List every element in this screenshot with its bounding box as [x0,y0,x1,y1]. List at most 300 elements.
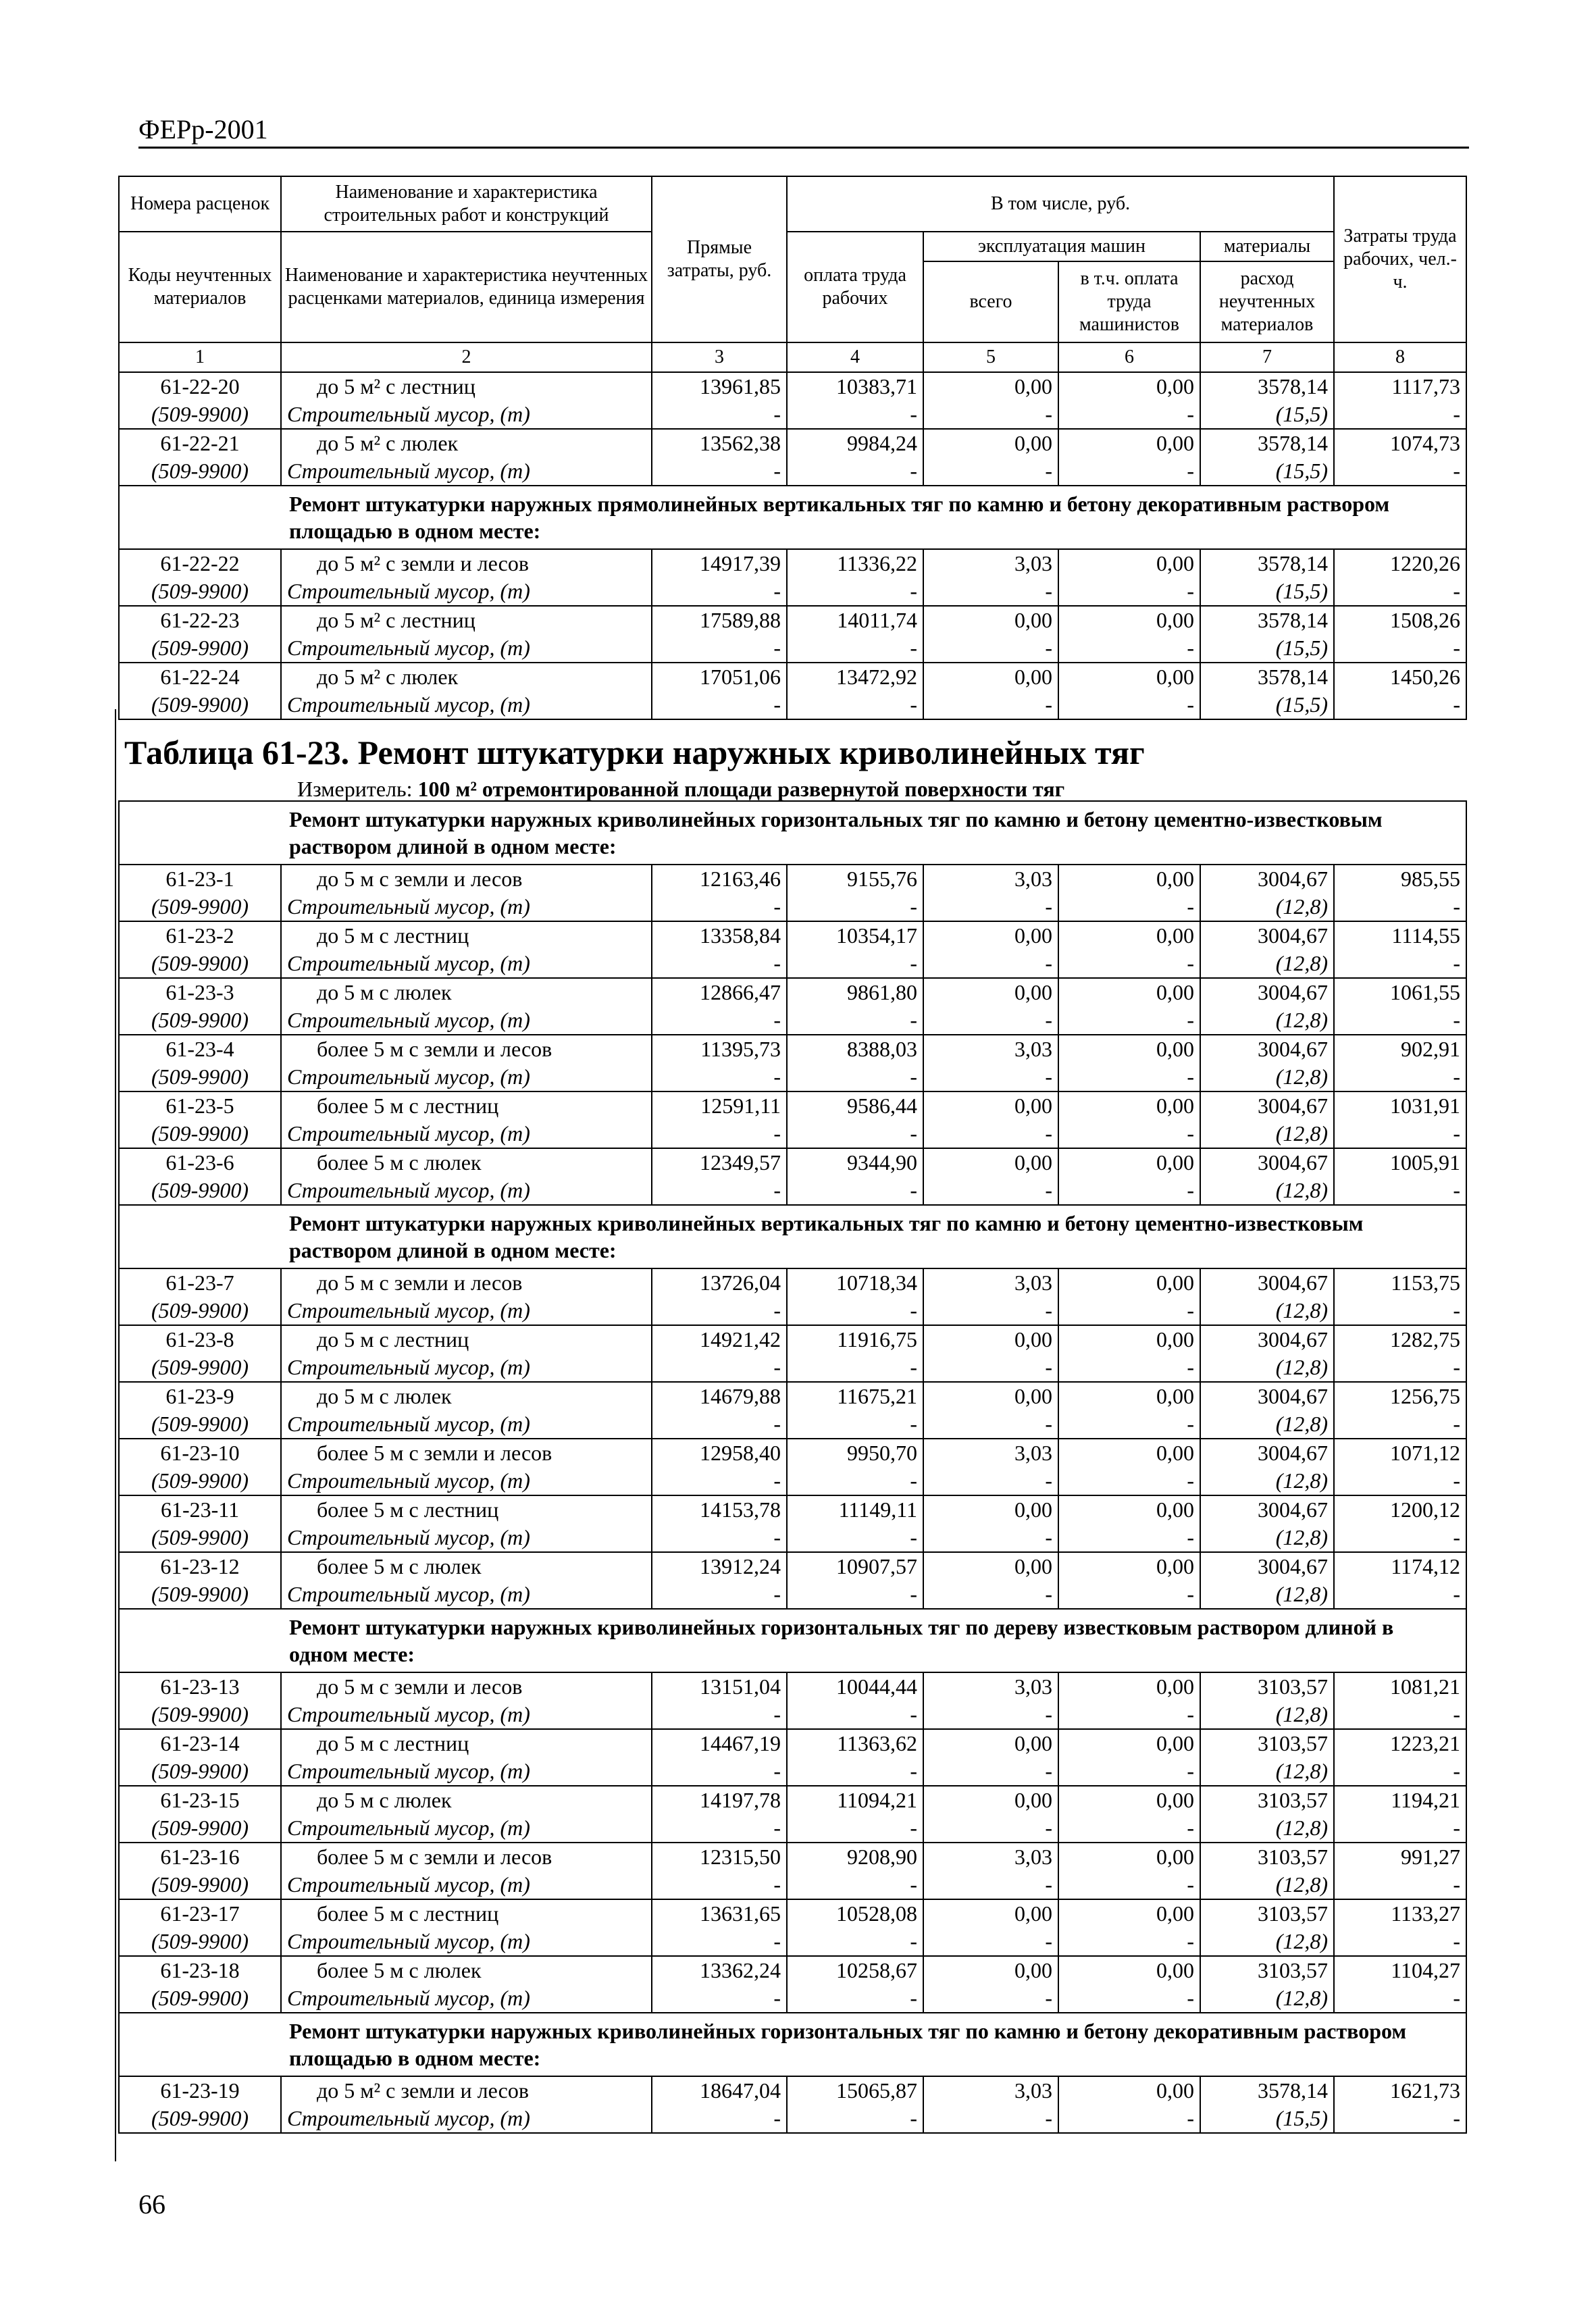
dash: - [1334,634,1466,663]
labor-hours: 1061,55 [1334,978,1466,1006]
drivers-cost: 0,00 [1058,1325,1200,1354]
labor-hours: 1256,75 [1334,1382,1466,1410]
material-name: Строительный мусор, (т) [281,401,652,429]
table-row [119,1786,1466,1814]
machines-cost: 0,00 [923,1325,1058,1354]
dash: - [1058,2105,1200,2133]
head-hours: Затраты труда рабочих, чел.-ч. [1334,176,1466,342]
material-quantity: (12,8) [1200,1120,1334,1148]
rate-code: 61-23-15 [119,1786,281,1814]
machines-cost: 0,00 [923,978,1058,1006]
dash: - [1058,1120,1200,1148]
direct-cost: 11395,73 [652,1035,787,1063]
materials-cost: 3103,57 [1200,1843,1334,1871]
dash: - [652,634,787,663]
dash: - [1058,1524,1200,1552]
materials-cost: 3004,67 [1200,1552,1334,1580]
material-row [119,691,1466,719]
dash: - [652,401,787,429]
dash: - [1334,1467,1466,1495]
machines-cost: 0,00 [923,1899,1058,1928]
material-quantity: (15,5) [1200,691,1334,719]
rate-code: 61-23-13 [119,1672,281,1701]
labor-cost: 10044,44 [787,1672,923,1701]
dash: - [652,1297,787,1325]
labor-cost: 14011,74 [787,606,923,634]
dash: - [1334,950,1466,978]
material-row [119,1814,1466,1843]
materials-cost: 3004,67 [1200,1035,1334,1063]
material-code: (509-9900) [119,1524,281,1552]
dash: - [923,1580,1058,1609]
rate-code: 61-22-21 [119,429,281,457]
drivers-cost: 0,00 [1058,372,1200,401]
labor-hours: 1005,91 [1334,1148,1466,1177]
dash: - [923,1701,1058,1729]
material-quantity: (12,8) [1200,1701,1334,1729]
table-meter [297,777,1064,802]
labor-hours: 1074,73 [1334,429,1466,457]
labor-cost: 11094,21 [787,1786,923,1814]
direct-cost: 14467,19 [652,1729,787,1757]
direct-cost: 12591,11 [652,1091,787,1120]
rate-code: 61-23-16 [119,1843,281,1871]
dash: - [1334,1701,1466,1729]
dash: - [652,2105,787,2133]
dash: - [923,401,1058,429]
section-title: Ремонт штукатурки наружных прямолинейных вертикальных тяг по камню и бетону декоративным раствором площадью в одном месте: [281,486,1466,549]
rate-code: 61-23-5 [119,1091,281,1120]
section-row [119,1205,1466,1268]
material-code: (509-9900) [119,1701,281,1729]
rate-name: до 5 м с лестниц [281,1729,652,1757]
direct-cost: 13358,84 [652,921,787,950]
dash: - [652,691,787,719]
labor-hours: 991,27 [1334,1843,1466,1871]
material-row [119,1006,1466,1035]
direct-cost: 13912,24 [652,1552,787,1580]
dash: - [787,1354,923,1382]
materials-cost: 3103,57 [1200,1729,1334,1757]
dash: - [923,1467,1058,1495]
section-title: Ремонт штукатурки наружных криволинейных горизонтальных тяг по дереву известковым раствором длиной в одном месте: [281,1609,1466,1672]
head-machines-total: всего [923,261,1058,342]
dash: - [923,1120,1058,1148]
rate-code: 61-23-11 [119,1495,281,1524]
material-code: (509-9900) [119,1467,281,1495]
dash: - [923,2105,1058,2133]
material-code: (509-9900) [119,457,281,486]
head-name-top: Наименование и характеристика строительных работ и конструкций [281,176,652,232]
dash: - [652,1006,787,1035]
drivers-cost: 0,00 [1058,1035,1200,1063]
labor-cost: 10354,17 [787,921,923,950]
labor-cost: 11149,11 [787,1495,923,1524]
material-name: Строительный мусор, (т) [281,1580,652,1609]
materials-cost: 3103,57 [1200,1899,1334,1928]
dash: - [652,1524,787,1552]
material-row [119,1701,1466,1729]
head-colnum: 8 [1334,342,1466,372]
material-quantity: (12,8) [1200,893,1334,921]
dash: - [1058,1701,1200,1729]
machines-cost: 0,00 [923,1956,1058,1984]
table-row [119,1439,1466,1467]
machines-cost: 3,03 [923,1035,1058,1063]
rate-code: 61-23-4 [119,1035,281,1063]
material-code: (509-9900) [119,1177,281,1205]
dash: - [1058,950,1200,978]
labor-hours: 1220,26 [1334,549,1466,577]
drivers-cost: 0,00 [1058,978,1200,1006]
machines-cost: 0,00 [923,606,1058,634]
rate-name: до 5 м² с люлек [281,663,652,691]
head-direct: Прямые затраты, руб. [652,176,787,342]
materials-cost: 3004,67 [1200,1495,1334,1524]
material-code: (509-9900) [119,691,281,719]
drivers-cost: 0,00 [1058,606,1200,634]
labor-hours: 1223,21 [1334,1729,1466,1757]
dash: - [923,1354,1058,1382]
drivers-cost: 0,00 [1058,1268,1200,1297]
drivers-cost: 0,00 [1058,1786,1200,1814]
head-colnum: 7 [1200,342,1334,372]
materials-cost: 3578,14 [1200,663,1334,691]
material-code: (509-9900) [119,401,281,429]
head-name-bottom: Наименование и характеристика неучтенных расценками материалов, единица измерения [281,232,652,342]
section-spacer [119,801,281,865]
rate-code: 61-23-10 [119,1439,281,1467]
labor-cost: 8388,03 [787,1035,923,1063]
dash: - [1058,1006,1200,1035]
dash: - [652,893,787,921]
dash: - [787,1410,923,1439]
material-quantity: (15,5) [1200,577,1334,606]
labor-hours: 1200,12 [1334,1495,1466,1524]
machines-cost: 0,00 [923,1786,1058,1814]
rate-name: более 5 м с земли и лесов [281,1843,652,1871]
dash: - [652,1467,787,1495]
labor-cost: 10528,08 [787,1899,923,1928]
materials-cost: 3103,57 [1200,1956,1334,1984]
dash: - [652,1580,787,1609]
labor-cost: 11916,75 [787,1325,923,1354]
rate-code: 61-23-12 [119,1552,281,1580]
rate-name: до 5 м² с лестниц [281,372,652,401]
table-row [119,865,1466,893]
materials-cost: 3004,67 [1200,921,1334,950]
dash: - [1058,1871,1200,1899]
dash: - [923,1928,1058,1956]
dash: - [1334,1814,1466,1843]
dash: - [1334,1984,1466,2013]
section-row [119,2013,1466,2076]
rate-code: 61-23-3 [119,978,281,1006]
dash: - [787,893,923,921]
machines-cost: 0,00 [923,1729,1058,1757]
rates-table-61-23 [118,800,1467,2134]
material-name: Строительный мусор, (т) [281,1006,652,1035]
material-name: Строительный мусор, (т) [281,457,652,486]
dash: - [1334,1580,1466,1609]
material-row [119,1467,1466,1495]
machines-cost: 0,00 [923,1148,1058,1177]
dash: - [1058,401,1200,429]
material-name: Строительный мусор, (т) [281,1524,652,1552]
drivers-cost: 0,00 [1058,1091,1200,1120]
rate-name: до 5 м с земли и лесов [281,865,652,893]
rate-name: более 5 м с люлек [281,1956,652,1984]
materials-cost: 3004,67 [1200,978,1334,1006]
labor-hours: 902,91 [1334,1035,1466,1063]
dash: - [652,1701,787,1729]
labor-cost: 9586,44 [787,1091,923,1120]
material-row [119,1580,1466,1609]
material-row [119,457,1466,486]
labor-cost: 15065,87 [787,2076,923,2105]
meter-label: Измеритель: [297,777,413,801]
material-name: Строительный мусор, (т) [281,1814,652,1843]
rate-code: 61-23-19 [119,2076,281,2105]
material-code: (509-9900) [119,1928,281,1956]
material-name: Строительный мусор, (т) [281,950,652,978]
machines-cost: 0,00 [923,1552,1058,1580]
table-row [119,1268,1466,1297]
table-row [119,1091,1466,1120]
material-code: (509-9900) [119,2105,281,2133]
material-row [119,634,1466,663]
materials-cost: 3004,67 [1200,1268,1334,1297]
direct-cost: 14917,39 [652,549,787,577]
rate-name: более 5 м с люлек [281,1148,652,1177]
labor-hours: 1133,27 [1334,1899,1466,1928]
direct-cost: 13631,65 [652,1899,787,1928]
rate-code: 61-22-20 [119,372,281,401]
dash: - [1058,1354,1200,1382]
material-code: (509-9900) [119,577,281,606]
dash: - [1058,1297,1200,1325]
dash: - [923,1984,1058,2013]
dash: - [1334,1524,1466,1552]
materials-cost: 3578,14 [1200,2076,1334,2105]
drivers-cost: 0,00 [1058,921,1200,950]
rate-name: более 5 м с земли и лесов [281,1439,652,1467]
material-quantity: (15,5) [1200,457,1334,486]
dash: - [652,1120,787,1148]
drivers-cost: 0,00 [1058,663,1200,691]
head-labor: оплата труда рабочих [787,232,923,342]
labor-hours: 1282,75 [1334,1325,1466,1354]
table-row [119,978,1466,1006]
dash: - [787,1928,923,1956]
dash: - [923,1297,1058,1325]
drivers-cost: 0,00 [1058,1148,1200,1177]
labor-cost: 10907,57 [787,1552,923,1580]
material-code: (509-9900) [119,950,281,978]
materials-cost: 3004,67 [1200,1091,1334,1120]
dash: - [1334,401,1466,429]
head-colnum: 5 [923,342,1058,372]
materials-cost: 3103,57 [1200,1672,1334,1701]
dash: - [652,457,787,486]
dash: - [1058,1984,1200,2013]
dash: - [787,1701,923,1729]
material-code: (509-9900) [119,634,281,663]
drivers-cost: 0,00 [1058,1552,1200,1580]
dash: - [1334,1063,1466,1091]
labor-hours: 1031,91 [1334,1091,1466,1120]
dash: - [652,1984,787,2013]
table-title: Таблица 61-23. Ремонт штукатурки наружных криволинейных тяг [124,734,1145,771]
rate-code: 61-23-6 [119,1148,281,1177]
machines-cost: 3,03 [923,549,1058,577]
dash: - [1058,1928,1200,1956]
labor-cost: 11336,22 [787,549,923,577]
rate-name: до 5 м с люлек [281,1382,652,1410]
material-quantity: (12,8) [1200,1354,1334,1382]
material-name: Строительный мусор, (т) [281,1701,652,1729]
table-row [119,1956,1466,1984]
direct-cost: 13562,38 [652,429,787,457]
direct-cost: 12163,46 [652,865,787,893]
materials-cost: 3578,14 [1200,372,1334,401]
head-group: В том числе, руб. [787,176,1334,232]
dash: - [652,1410,787,1439]
header-rule [138,147,1469,149]
dash: - [787,457,923,486]
rate-code: 61-23-2 [119,921,281,950]
material-quantity: (15,5) [1200,2105,1334,2133]
materials-cost: 3578,14 [1200,549,1334,577]
material-code: (509-9900) [119,1410,281,1439]
labor-hours: 985,55 [1334,865,1466,893]
dash: - [652,577,787,606]
labor-cost: 10718,34 [787,1268,923,1297]
dash: - [787,401,923,429]
materials-cost: 3578,14 [1200,429,1334,457]
material-quantity: (12,8) [1200,1467,1334,1495]
material-quantity: (12,8) [1200,1177,1334,1205]
machines-cost: 0,00 [923,663,1058,691]
rate-code: 61-23-8 [119,1325,281,1354]
labor-cost: 11363,62 [787,1729,923,1757]
dash: - [1058,1467,1200,1495]
materials-cost: 3004,67 [1200,1439,1334,1467]
rate-code: 61-23-7 [119,1268,281,1297]
material-code: (509-9900) [119,1063,281,1091]
table-row [119,1672,1466,1701]
materials-cost: 3004,67 [1200,1382,1334,1410]
rate-code: 61-23-1 [119,865,281,893]
head-colnum: 6 [1058,342,1200,372]
head-materials: материалы [1200,232,1334,261]
dash: - [652,950,787,978]
labor-hours: 1117,73 [1334,372,1466,401]
head-codes-top: Номера расценок [119,176,281,232]
machines-cost: 3,03 [923,2076,1058,2105]
dash: - [1334,1928,1466,1956]
direct-cost: 18647,04 [652,2076,787,2105]
material-name: Строительный мусор, (т) [281,1757,652,1786]
table-row [119,1325,1466,1354]
section-row [119,1609,1466,1672]
dash: - [1058,1063,1200,1091]
dash: - [1334,1757,1466,1786]
dash: - [923,1871,1058,1899]
material-quantity: (12,8) [1200,1871,1334,1899]
dash: - [652,1757,787,1786]
dash: - [787,1814,923,1843]
material-quantity: (12,8) [1200,1814,1334,1843]
direct-cost: 13362,24 [652,1956,787,1984]
material-quantity: (12,8) [1200,1410,1334,1439]
labor-cost: 9208,90 [787,1843,923,1871]
drivers-cost: 0,00 [1058,1495,1200,1524]
material-row [119,950,1466,978]
dash: - [923,1757,1058,1786]
dash: - [787,1984,923,2013]
materials-cost: 3103,57 [1200,1786,1334,1814]
material-code: (509-9900) [119,1814,281,1843]
rate-name: до 5 м² с люлек [281,429,652,457]
dash: - [923,691,1058,719]
materials-cost: 3004,67 [1200,1325,1334,1354]
head-drivers: в т.ч. оплата труда машинистов [1058,261,1200,342]
dash: - [1058,577,1200,606]
section-spacer [119,1205,281,1268]
material-row [119,1524,1466,1552]
material-row [119,1928,1466,1956]
dash: - [1334,1297,1466,1325]
labor-cost: 11675,21 [787,1382,923,1410]
margin-line [115,709,116,2161]
dash: - [1334,577,1466,606]
meter-value: 100 м² отремонтированной площади развернутой поверхности тяг [417,777,1065,801]
rate-name: до 5 м с лестниц [281,921,652,950]
material-row [119,1410,1466,1439]
dash: - [652,1354,787,1382]
material-code: (509-9900) [119,1006,281,1035]
rate-code: 61-23-9 [119,1382,281,1410]
material-row [119,1120,1466,1148]
table-row [119,372,1466,401]
rate-name: до 5 м с земли и лесов [281,1672,652,1701]
dash: - [787,577,923,606]
table-row [119,1552,1466,1580]
material-code: (509-9900) [119,1354,281,1382]
dash: - [787,2105,923,2133]
labor-hours: 1114,55 [1334,921,1466,950]
table-row [119,606,1466,634]
labor-hours: 1621,73 [1334,2076,1466,2105]
dash: - [787,1063,923,1091]
drivers-cost: 0,00 [1058,1729,1200,1757]
table-row [119,663,1466,691]
dash: - [652,1814,787,1843]
rate-name: более 5 м с лестниц [281,1899,652,1928]
dash: - [1058,1757,1200,1786]
dash: - [1334,893,1466,921]
dash: - [1334,1120,1466,1148]
head-colnum: 2 [281,342,652,372]
material-quantity: (12,8) [1200,1063,1334,1091]
material-row [119,1177,1466,1205]
material-code: (509-9900) [119,1580,281,1609]
direct-cost: 14153,78 [652,1495,787,1524]
material-row [119,401,1466,429]
dash: - [1334,2105,1466,2133]
table-row [119,1035,1466,1063]
